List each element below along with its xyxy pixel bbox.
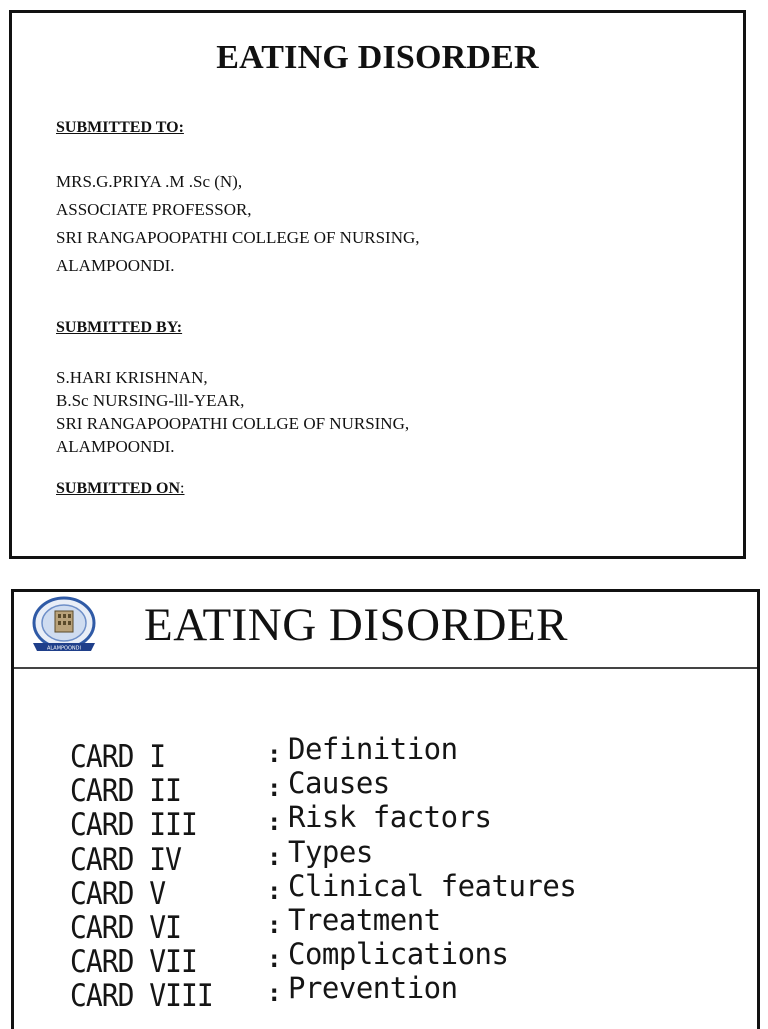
submitted-to-line: SRI RANGAPOOPATHI COLLEGE OF NURSING, bbox=[56, 228, 420, 247]
card-colon: : bbox=[267, 910, 282, 939]
submitted-by-line: S.HARI KRISHNAN, bbox=[56, 368, 208, 387]
card-topic: Types bbox=[288, 834, 373, 869]
card-label: CARD VI bbox=[70, 908, 182, 946]
card-topic: Clinical features bbox=[288, 868, 577, 903]
card-label: CARD III bbox=[70, 806, 197, 844]
submitted-to-line: MRS.G.PRIYA .M .Sc (N), bbox=[56, 172, 243, 191]
card-label: CARD VII bbox=[70, 943, 197, 981]
card-colon: : bbox=[267, 842, 282, 871]
logo-ribbon-text: ALAMPOONDI bbox=[46, 645, 82, 652]
cover-page bbox=[9, 10, 746, 559]
submitted-by-block bbox=[56, 366, 409, 458]
college-logo-icon bbox=[28, 596, 100, 658]
submitted-by-heading: SUBMITTED BY: bbox=[56, 319, 183, 336]
card-colon: : bbox=[267, 808, 282, 837]
card-colon: : bbox=[267, 876, 282, 905]
contents-title: EATING DISORDER bbox=[144, 599, 568, 651]
card-colon: : bbox=[267, 979, 282, 1008]
submitted-on-label: SUBMITTED ON bbox=[56, 480, 181, 497]
cover-title: EATING DISORDER bbox=[216, 39, 539, 76]
contents-page bbox=[11, 589, 760, 1029]
card-label: CARD VIII bbox=[70, 977, 213, 1015]
card-topic: Causes bbox=[288, 766, 390, 801]
card-label: CARD IV bbox=[70, 840, 182, 878]
submitted-to-line: ASSOCIATE PROFESSOR, bbox=[56, 200, 252, 219]
card-colon: : bbox=[267, 774, 282, 803]
contents-banner bbox=[14, 592, 757, 669]
card-topic: Complications bbox=[288, 937, 509, 972]
card-topic: Prevention bbox=[288, 971, 458, 1006]
card-topic: Treatment bbox=[288, 902, 441, 937]
submitted-to-line: ALAMPOONDI. bbox=[56, 256, 175, 275]
submitted-to-heading: SUBMITTED TO: bbox=[56, 119, 184, 136]
submitted-by-line: SRI RANGAPOOPATHI COLLGE OF NURSING, bbox=[56, 414, 410, 433]
submitted-to-block bbox=[56, 168, 420, 280]
card-label: CARD I bbox=[70, 738, 166, 775]
card-colon: : bbox=[267, 740, 282, 768]
submitted-by-line: B.Sc NURSING-lll-YEAR, bbox=[56, 391, 245, 410]
card-topic: Definition bbox=[288, 732, 458, 766]
submitted-by-line: ALAMPOONDI. bbox=[56, 437, 175, 456]
submitted-on-colon: : bbox=[180, 480, 185, 497]
card-colon: : bbox=[267, 945, 282, 974]
submitted-on-heading bbox=[56, 480, 184, 498]
card-topic: Risk factors bbox=[288, 800, 492, 835]
card-label: CARD V bbox=[70, 874, 166, 912]
card-label: CARD II bbox=[70, 772, 182, 810]
